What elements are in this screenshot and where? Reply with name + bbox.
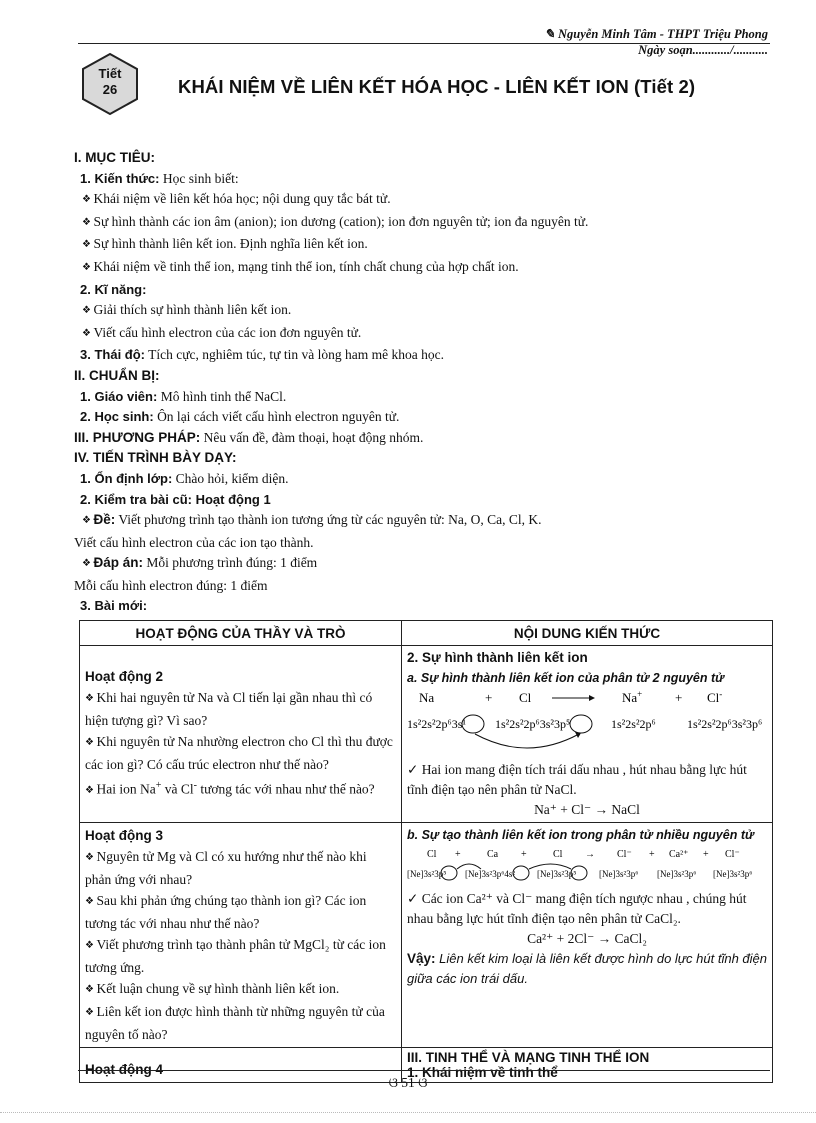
activity-2-cell (80, 646, 402, 823)
eq-term: + (703, 849, 709, 860)
answer-line-2: Mỗi cấu hình electron đúng: 1 điểm (74, 577, 268, 593)
list-item: ❖ Sau khi phản ứng chúng tạo thành ion gì? Các ion tương tác với nhau như thế nào? (85, 890, 396, 934)
conclusion: Vậy: Liên kết kim loại là liên kết được hình do lực hút tĩnh điện giữa các ion trái dấu. (407, 951, 767, 986)
list-item: ❖ Khi hai nguyên tử Na và Cl tiến lại gần nhau thì có hiện tượng gì? Vì sao? (85, 687, 396, 731)
eq-term: + (455, 849, 461, 860)
attitude-heading: 3. Thái độ: Tích cực, nghiêm túc, tự tin và lòng ham mê khoa học. (80, 347, 444, 363)
nacl-formation-diagram (407, 688, 767, 760)
header-divider (78, 43, 770, 44)
eq-term: Cl (427, 849, 437, 860)
col-activities-header: HOẠT ĐỘNG CỦA THẦY VÀ TRÒ (80, 621, 402, 646)
eq-cl-ion: Cl- (707, 689, 723, 705)
activity-title: Hoạt động 4 (85, 1062, 163, 1077)
list-item: ❖ Nguyên tử Mg và Cl có xu hướng như thế nào khi phản ứng với nhau? (85, 846, 396, 890)
knowledge-heading: 1. Kiến thức: Học sinh biết: (80, 170, 239, 186)
cfg-na: 1s²2s²2p⁶3s¹ (407, 717, 466, 731)
content-2-cell (402, 646, 773, 823)
eq-plus: + (485, 690, 493, 705)
eq-term: + (521, 849, 527, 860)
author-line: ✎ Nguyễn Minh Tâm - THPT Triệu Phong (544, 27, 768, 41)
stabilize-line: 1. Ổn định lớp: Chào hỏi, kiểm diện. (80, 470, 289, 486)
cfg-term: [Ne]3s²3p⁵ (407, 869, 447, 879)
student-line: 2. Học sinh: Ôn lại cách viết cấu hình electron nguyên tử. (80, 409, 400, 425)
cfg-term: [Ne]3s²3p⁶ (657, 869, 697, 879)
section-process: IV. TIẾN TRÌNH BÀY DẠY: (74, 450, 237, 466)
list-item: ❖ Viết cấu hình electron của các ion đơn nguyên tử. (74, 323, 764, 346)
teacher-line: 1. Giáo viên: Mô hình tinh thể NaCl. (80, 388, 287, 404)
eq-na: Na (419, 690, 435, 705)
list-item: ❖ Sự hình thành liên kết ion. Định nghĩa liên kết ion. (74, 234, 764, 257)
list-item: ❖ Hai ion Na+ và Cl- tương tác với nhau như thế nào? (85, 775, 396, 802)
activity-title: Hoạt động 3 (85, 828, 163, 843)
page-header (544, 26, 768, 58)
cfg-na-ion: 1s²2s²2p⁶ (611, 717, 656, 731)
lesson-badge (80, 66, 140, 98)
lesson-body (74, 148, 764, 617)
list-item: ❖ Kết luận chung về sự hình thành liên kết ion. (85, 978, 396, 1001)
list-item: ❖ Giải thích sự hình thành liên kết ion. (74, 300, 764, 323)
new-lesson-heading: 3. Bài mới: (80, 598, 148, 614)
arrow-head-icon (575, 732, 581, 738)
section-method: III. PHƯƠNG PHÁP: Nêu vấn đề, đàm thoại, hoạt động nhóm. (74, 429, 424, 445)
lesson-table (79, 620, 773, 1083)
subsection-heading: a. Sự hình thành liên kết ion của phân tử 2 nguyên tử (407, 671, 725, 685)
cfg-term: [Ne]3s²3p⁶ (713, 869, 753, 879)
eq-term: Ca (487, 849, 499, 860)
cfg-term: [Ne]3s²3p⁵ (537, 869, 577, 879)
cfg-term: [Ne]3s²3p⁶4s² (465, 869, 516, 879)
eq-plus-2: + (675, 690, 683, 705)
reaction-equation: Na⁺ + Cl⁻ → NaCl (534, 802, 640, 817)
activity-title: Hoạt động 2 (85, 669, 163, 684)
badge-number: 26 (102, 82, 118, 97)
cacl2-formation-diagram (407, 845, 767, 889)
eq-term: Ca²⁺ (669, 849, 689, 860)
activity-3-cell (80, 823, 402, 1048)
section-objectives: I. MỤC TIÊU: (74, 150, 155, 165)
eq-cl: Cl (519, 690, 532, 705)
footer-divider (78, 1070, 770, 1071)
col-content-header: NỘI DUNG KIẾN THỨC (402, 621, 773, 646)
content-3-cell (402, 823, 773, 1048)
table-header-row (80, 621, 773, 646)
cfg-term: [Ne]3s²3p⁶ (599, 869, 639, 879)
section-heading: III. TINH THỂ VÀ MẠNG TINH THỂ ION (407, 1050, 650, 1065)
electron-transfer-arrow-icon (475, 734, 579, 748)
list-item: ❖ Khái niệm về liên kết hóa học; nội dung quy tắc bát tử. (74, 189, 764, 212)
question-line: ❖ Đề: Viết phương trình tạo thành ion tương ứng từ các nguyên tử: Na, O, Ca, Cl, K. (74, 510, 764, 533)
eq-term: Cl (553, 849, 563, 860)
page-title: KHÁI NIỆM VỀ LIÊN KẾT HÓA HỌC - LIÊN KẾT ION (Tiết 2) (178, 76, 696, 97)
list-item: ❖ Khái niệm về tinh thể ion, mạng tinh thể ion, tính chất chung của hợp chất ion. (74, 257, 764, 280)
list-item: ❖ Liên kết ion được hình thành từ những nguyên tử của nguyên tố nào? (85, 1001, 396, 1045)
eq-arrow: → (585, 849, 595, 860)
table-row (80, 646, 773, 823)
cfg-cl: 1s²2s²2p⁶3s²3p⁵ (495, 717, 571, 731)
answer-line: ❖ Đáp án: Mỗi phương trình đúng: 1 điểm (74, 553, 764, 576)
eq-term: + (649, 849, 655, 860)
explanation-text: ✓ Các ion Ca²⁺ và Cl⁻ mang điện tích ngược nhau , chúng hút nhau bằng lực hút tĩnh điện tạo nên phân tử CaCl₂. (407, 889, 767, 929)
valence-circle-icon (570, 715, 592, 733)
section-prep: II. CHUẨN BỊ: (74, 367, 160, 383)
section-heading: 2. Sự hình thành liên kết ion (407, 650, 588, 665)
eq-na-ion: Na+ (622, 689, 643, 705)
page-edge (0, 1112, 816, 1113)
skills-heading: 2. Kĩ năng: (80, 281, 147, 297)
cfg-cl-ion: 1s²2s²2p⁶3s²3p⁶ (687, 717, 763, 731)
list-item: ❖ Khi nguyên tử Na nhường electron cho Cl thì thu được các ion gì? Có cấu trúc electron như thế nào? (85, 731, 396, 775)
arrow-head-icon (589, 695, 595, 701)
subsection-heading: b. Sự tạo thành liên kết ion trong phân tử nhiều nguyên tử (407, 828, 754, 842)
explanation-text: ✓ Hai ion mang điện tích trái dấu nhau , hút nhau bằng lực hút tĩnh điện tạo nên phân tử NaCl. (407, 760, 767, 800)
list-item: ❖ Viết phương trình tạo thành phân tử MgCl₂ từ các ion tương ứng. (85, 934, 396, 978)
subsection-heading: 1. Khái niệm về tinh thể (407, 1065, 558, 1080)
question-line-2: Viết cấu hình electron của các ion tạo thành. (74, 534, 314, 550)
table-row (80, 823, 773, 1048)
badge-label: Tiết (98, 66, 122, 81)
eq-term: Cl⁻ (617, 849, 632, 860)
date-line: Ngày soạn............/........... (638, 43, 768, 57)
check-heading: 2. Kiểm tra bài cũ: Hoạt động 1 (80, 491, 271, 507)
eq-term: Cl⁻ (725, 849, 740, 860)
reaction-equation: Ca²⁺ + 2Cl⁻ → CaCl₂ (527, 931, 647, 946)
list-item: ❖ Sự hình thành các ion âm (anion); ion dương (cation); ion đơn nguyên tử; ion đa nguyên tử. (74, 212, 764, 235)
valence-circle-icon (513, 866, 529, 880)
page-number: ଓ 51 ଓ (388, 1075, 428, 1090)
